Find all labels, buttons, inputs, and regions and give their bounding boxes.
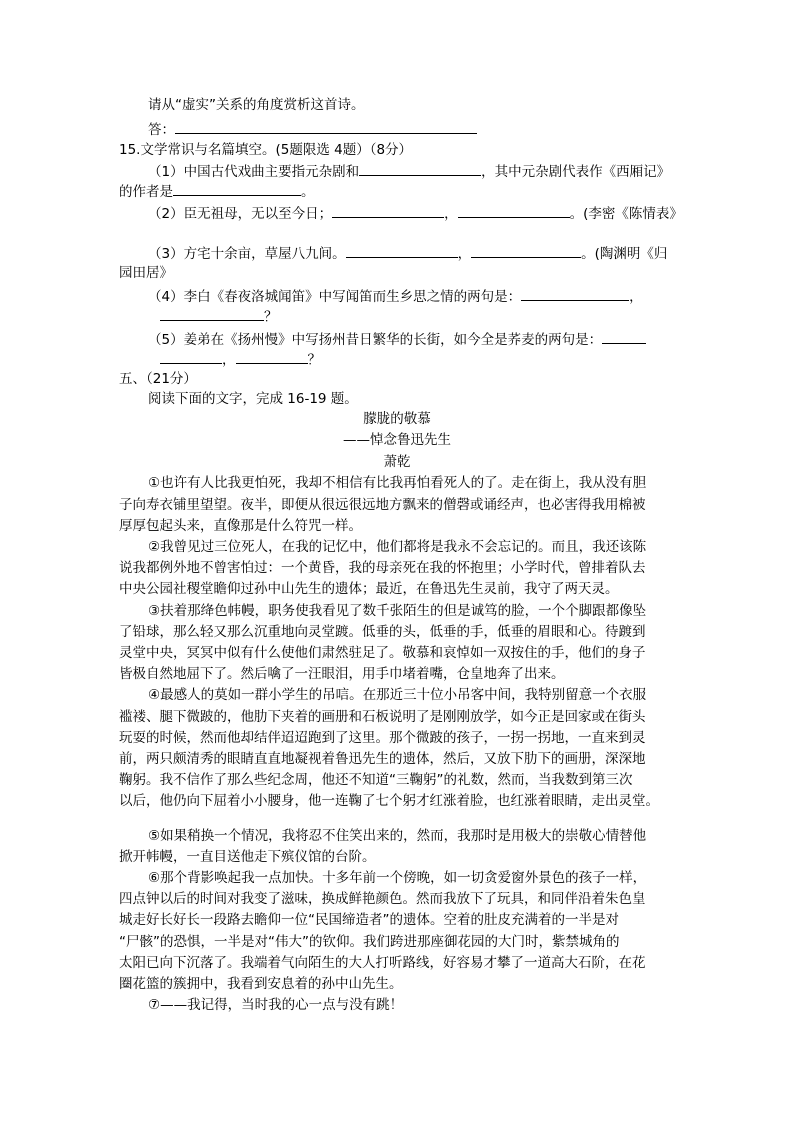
article-line: 皆极自然地屈下了。然后噙了一汪眼泪，用手巾堵着嘴，仓皇地奔了出来。 — [119, 666, 565, 682]
q15-item2-text-a: （2）臣无祖母，无以至今日； — [148, 206, 333, 222]
article-line: ②我曾见过三位死人，在我的记忆中，他们都将是我永不会忘记的。而且，我还该陈 — [148, 539, 647, 555]
q14-answer-label: 答： — [148, 122, 175, 138]
q15-item3-text-a: （3）方宅十余亩，草屋八九间。 — [148, 246, 346, 262]
article-line: 了铅球，那么轻又那么沉重地向灵堂踱。低垂的头，低垂的手，低垂的眉眼和心。待踱到 — [119, 624, 646, 640]
article-line: 四点钟以后的时间对我变了滋味，换成鲜艳颜色。然而我放下了玩具，和同伴沿着朱色皇 — [119, 891, 646, 907]
section5-intro: 阅读下面的文字，完成 16-19 题。 — [148, 391, 358, 407]
article-line: 灵堂中央，冥冥中似有什么使他们肃然驻足了。敬慕和哀悼如一双按住的手，他们的身子 — [119, 645, 646, 661]
q14-answer-blank[interactable] — [175, 120, 477, 134]
q15-item5-blank-3[interactable] — [236, 350, 308, 364]
q15-item2-line — [148, 204, 683, 222]
q15-item3-blank-1[interactable] — [346, 244, 458, 258]
article-line: 子向寿衣铺里望望。夜半，即便从很远很远地方飘来的僧磬或诵经声，也必害得我用棉被 — [119, 497, 646, 513]
q15-item5-blank-1[interactable] — [602, 330, 646, 344]
q15-item4-line1 — [148, 287, 643, 305]
article-line: ①也许有人比我更怕死，我却不相信有比我再怕看死人的了。走在街上，我从没有胆 — [148, 475, 647, 491]
q15-item4-end: ？ — [264, 309, 278, 325]
article-line: 城走好长好长一段路去瞻仰一位“民国缔造者”的遗体。空着的肚皮充满着的一半是对 — [119, 912, 619, 928]
q15-item1-end: 。 — [301, 184, 315, 200]
article-line: “尸骸”的恐惧，一半是对“伟大”的钦仰。我们跨进那座御花园的大门时，紫禁城角的 — [119, 934, 620, 950]
article-line: ⑥那个背影唤起我一点加快。十多年前一个傍晚，如一切贪爱窗外景色的孩子一样， — [148, 870, 647, 886]
q15-item4-blank-2[interactable] — [160, 307, 264, 321]
q15-item1-text-b: ，其中元杂剧代表作《西厢记》 — [481, 164, 671, 180]
article-title: 朦胧的敬慕 — [363, 411, 431, 427]
q15-item2-end: 。(李密《陈情表》 — [569, 206, 683, 222]
q15-item1-blank-2[interactable] — [173, 182, 301, 196]
q15-item1-blank-1[interactable] — [359, 162, 481, 176]
article-line: 掀开帏幔，一直目送他走下殡仪馆的台阶。 — [119, 849, 376, 865]
q15-item1-line2 — [119, 182, 315, 200]
article-line: ⑤如果稍换一个情况，我将忍不住笑出来的，然而，我那时是用极大的崇敬心情替他 — [148, 828, 647, 844]
article-line: ⑦——我记得，当时我的心一点与没有跳！ — [148, 997, 404, 1013]
article-author: 萧乾 — [383, 454, 411, 470]
article-line: 玩耍的时候，然而他却结伴迢迢跑到了这里。那个微跛的孩子，一拐一拐地，一直来到灵 — [119, 730, 646, 746]
q15-item1-line1 — [148, 162, 670, 180]
q15-item4-blank-1[interactable] — [521, 287, 629, 301]
q15-item5-end: ？ — [307, 352, 321, 368]
article-line: 中央公园社稷堂瞻仰过孙中山先生的遗体；最近，在鲁迅先生灵前，我守了两天灵。 — [119, 581, 619, 597]
q15-item3-comma: ， — [457, 246, 472, 262]
article-line: 太阳已向下沉落了。我端着气向陌生的大人打听路线，好容易才攀了一道高大石阶，在花 — [119, 955, 646, 971]
q15-item4-text-a: （4）李白《春夜洛城闻笛》中写闻笛而生乡思之情的两句是： — [148, 289, 522, 305]
q15-item2-comma: ， — [444, 206, 458, 222]
article-line: 前，两只颇清秀的眼睛直直地凝视着鲁迅先生的遗体，然后，又放下肋下的画册，深深地 — [119, 751, 646, 767]
q15-item5-comma: ， — [222, 352, 236, 368]
q15-item5-text-a: （5）姜弟在《扬州慢》中写扬州昔日繁华的长街，如今全是荞麦的两句是： — [148, 332, 603, 348]
article-line: 褴褛、腿下微跛的，他肋下夹着的画册和石板说明了是刚刚放学，如今正是回家或在街头 — [119, 709, 646, 725]
q14-prompt: 请从“虚实”关系的角度赏析这首诗。 — [148, 97, 365, 113]
q15-item5-line2 — [160, 350, 321, 368]
q15-title: 15.文学常识与名篇填空。(5题限选 4题）（8分） — [119, 142, 413, 158]
q15-item1-text-c: 的作者是 — [119, 184, 173, 200]
q15-item5-line1 — [148, 330, 646, 348]
q15-item2-blank-1[interactable] — [332, 204, 444, 218]
q15-item4-line2 — [160, 307, 278, 325]
q15-item2-blank-2[interactable] — [458, 204, 570, 218]
q15-item3-line1 — [148, 244, 667, 262]
article-line: 圈花篮的簇拥中，我看到安息着的孙中山先生。 — [119, 976, 403, 992]
q15-item3-blank-2[interactable] — [471, 244, 581, 258]
q15-item5-blank-2[interactable] — [160, 350, 222, 364]
article-line: ③扶着那绛色帏幔，职务使我看见了数千张陌生的但是诚笃的脸，一个个脚跟都像坠 — [148, 603, 647, 619]
q15-item1-text-a: （1）中国古代戏曲主要指元杂剧和 — [148, 164, 360, 180]
q15-item4-comma: ， — [629, 289, 643, 305]
article-line: 厚厚包起头来，直像那是什么符咒一样。 — [119, 518, 362, 534]
q15-item3-end: 。(陶渊明《归 — [581, 246, 668, 262]
article-line: 说我都例外地不曾害怕过：一个黄昏，我的母亲死在我的怀抱里；小学时代，曾排着队去 — [119, 560, 646, 576]
article-line: 以后，他仍向下屈着小小腰身，他一连鞠了七个躬才红涨着脸，也红涨着眼睛，走出灵堂。 — [119, 793, 659, 809]
article-line: 鞠躬。我不信作了那么些纪念周，他还不知道“三鞠躬”的礼数，然而，当我数到第三次 — [119, 772, 633, 788]
article-line: ④最感人的莫如一群小学生的吊唁。在那近三十位小吊客中间，我特别留意一个衣服 — [148, 687, 647, 703]
section5-heading: 五、（21分） — [119, 371, 197, 387]
article-subtitle: ——悼念鲁迅先生 — [343, 432, 451, 448]
q14-answer-line — [148, 120, 477, 138]
q15-item3-line2: 园田居》 — [119, 265, 173, 281]
